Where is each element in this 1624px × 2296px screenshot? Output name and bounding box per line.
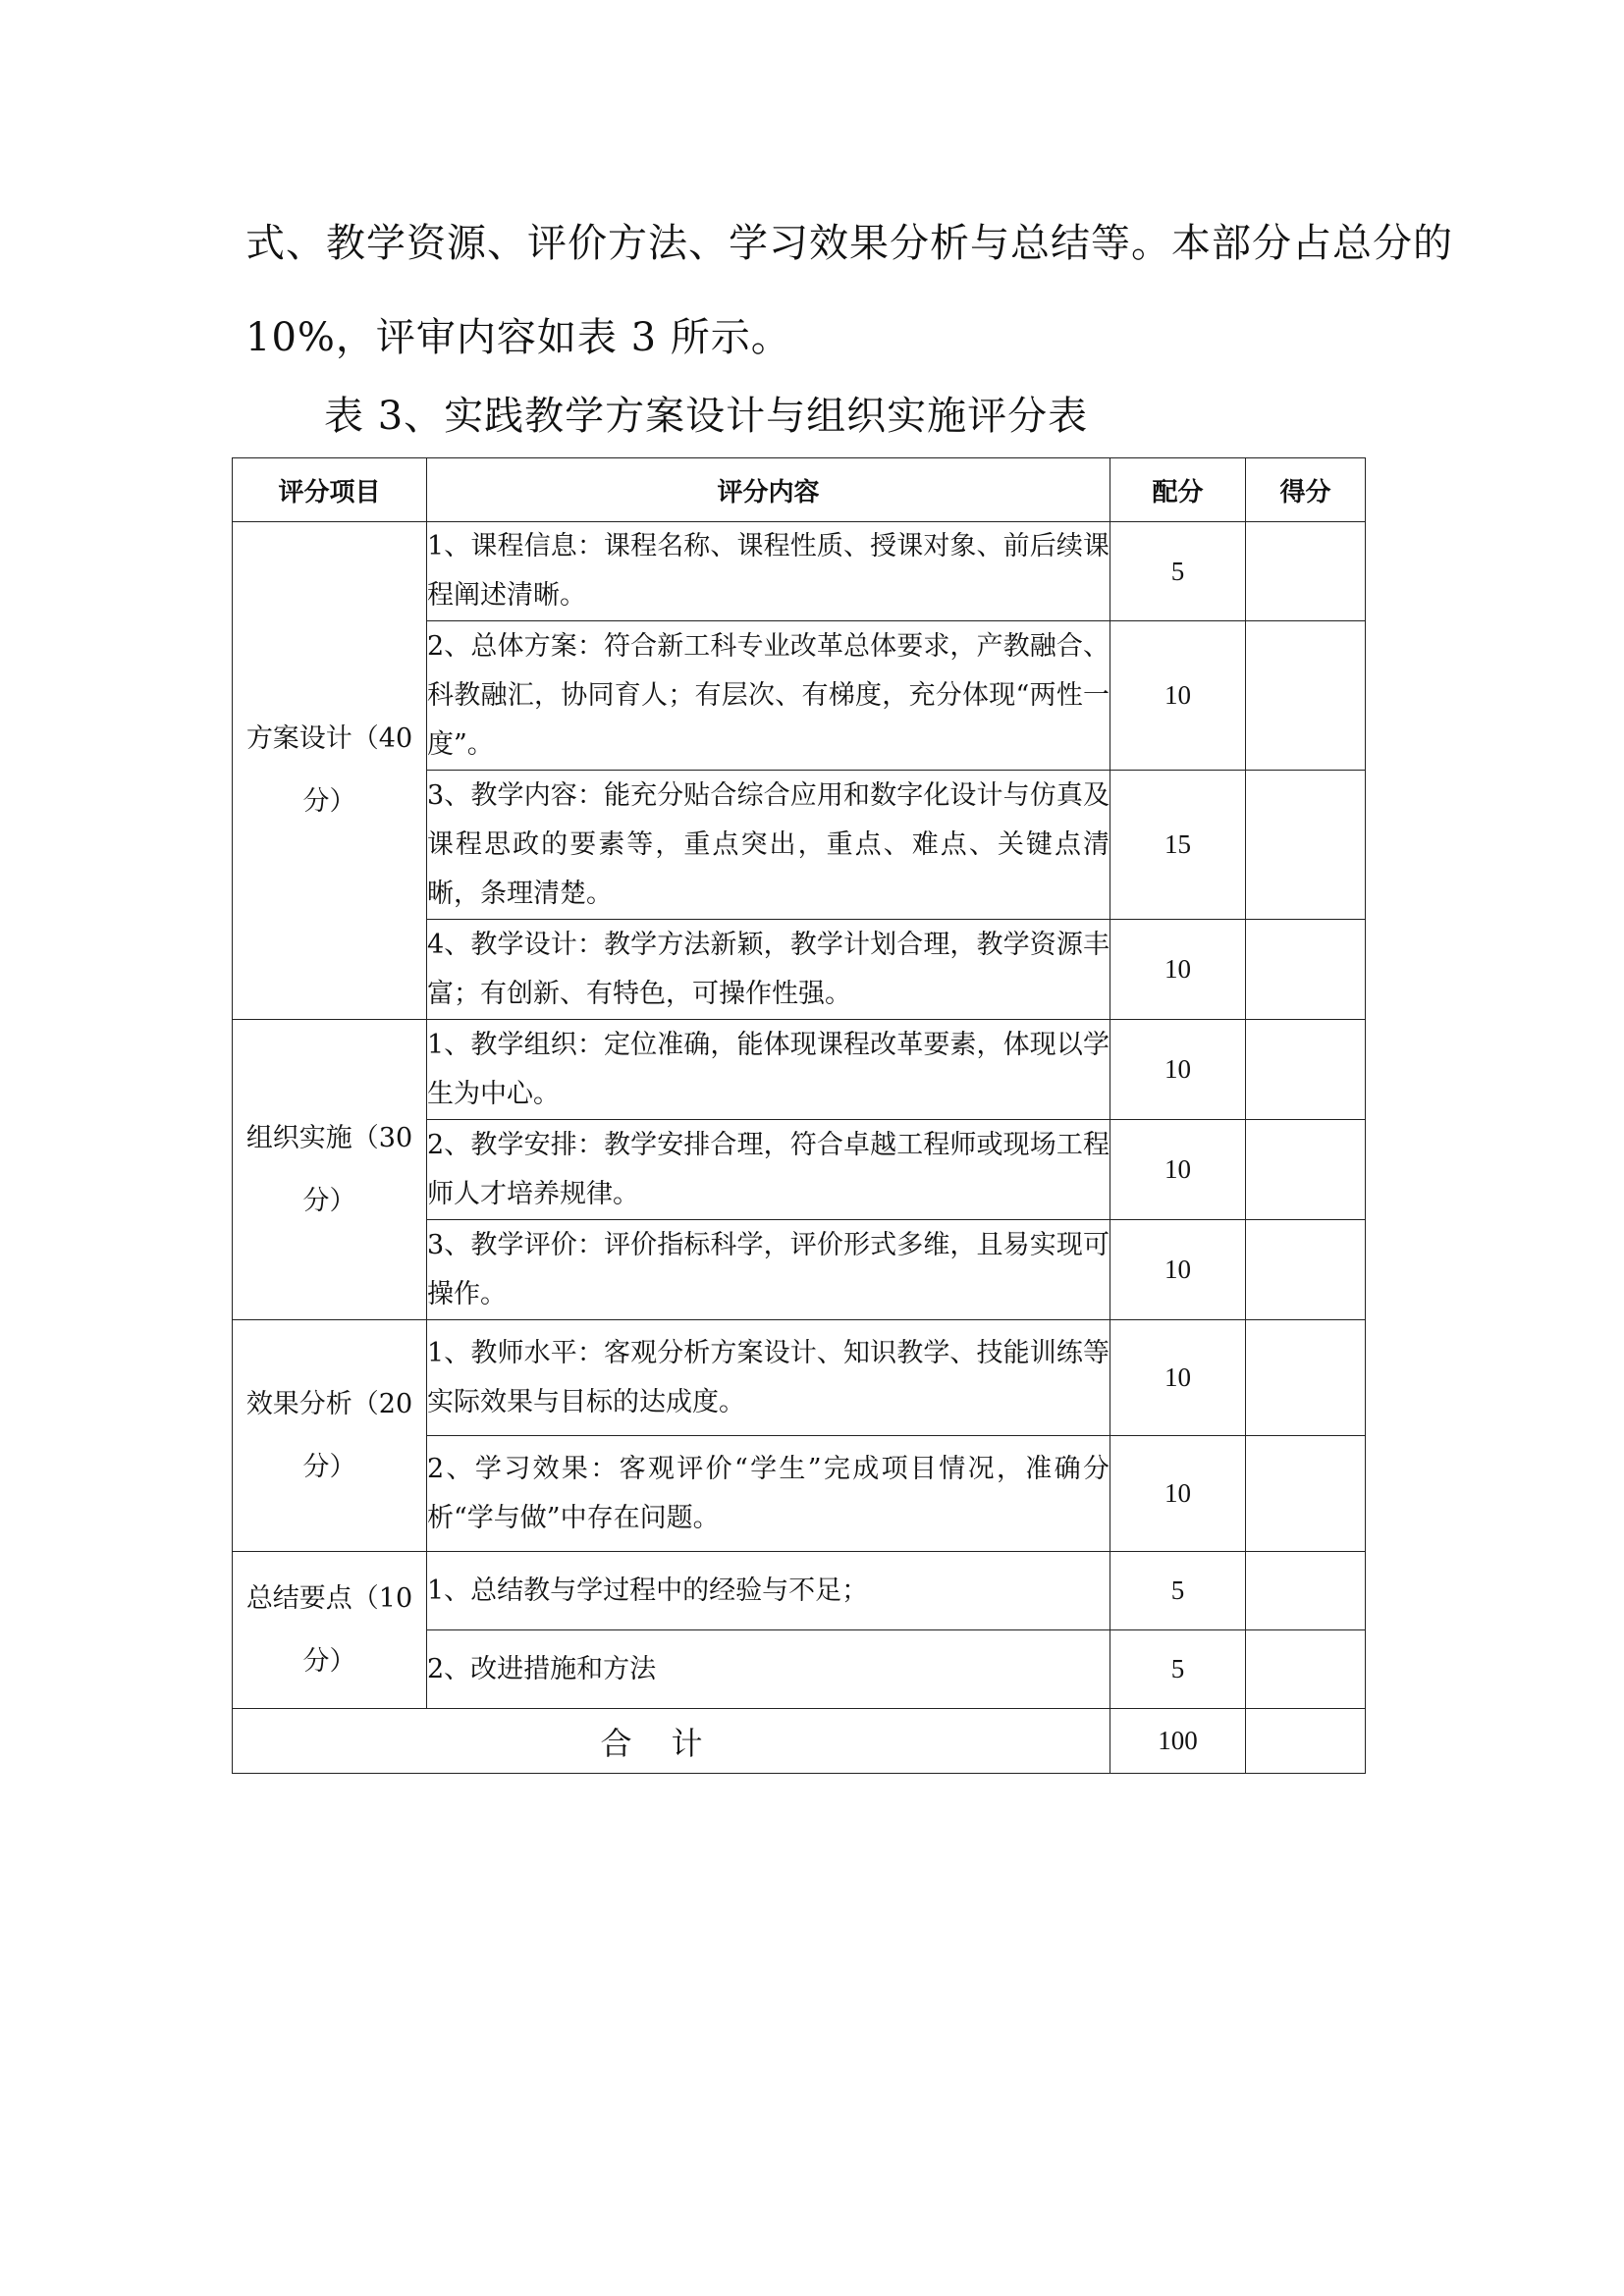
header-item: 评分项目 xyxy=(233,458,427,522)
content-cell: 4、教学设计：教学方法新颖，教学计划合理，教学资源丰富；有创新、有特色，可操作性强。 xyxy=(427,920,1110,1020)
content-cell: 1、总结教与学过程中的经验与不足； xyxy=(427,1552,1110,1630)
content-cell: 3、教学内容：能充分贴合综合应用和数字化设计与仿真及课程思政的要素等，重点突出，重点、难点、关键点清晰，条理清楚。 xyxy=(427,771,1110,920)
header-points: 配分 xyxy=(1110,458,1246,522)
content-cell: 1、课程信息：课程名称、课程性质、授课对象、前后续课程阐述清晰。 xyxy=(427,522,1110,621)
points-cell: 5 xyxy=(1110,522,1246,621)
points-cell: 10 xyxy=(1110,1220,1246,1320)
content-cell: 2、总体方案：符合新工科专业改革总体要求，产教融合、科教融汇，协同育人；有层次、有梯度，充分体现“两性一度”。 xyxy=(427,621,1110,771)
points-cell: 15 xyxy=(1110,771,1246,920)
points-cell: 10 xyxy=(1110,1020,1246,1120)
points-cell: 10 xyxy=(1110,1320,1246,1436)
table-header-row xyxy=(233,458,1366,522)
content-cell: 1、教学组织：定位准确，能体现课程改革要素，体现以学生为中心。 xyxy=(427,1020,1110,1120)
category-cell: 总结要点（10 分） xyxy=(233,1552,427,1709)
score-cell xyxy=(1246,1220,1366,1320)
points-cell: 5 xyxy=(1110,1552,1246,1630)
paragraph-line-1: 式、教学资源、评价方法、学习效果分析与总结等。本部分占总分的 xyxy=(245,221,1453,266)
total-label: 合计 xyxy=(233,1709,1110,1774)
total-points: 100 xyxy=(1110,1709,1246,1774)
total-row xyxy=(233,1709,1366,1774)
table-row xyxy=(233,1020,1366,1120)
points-cell: 5 xyxy=(1110,1630,1246,1709)
scoring-table xyxy=(232,457,1366,1774)
score-cell xyxy=(1246,1436,1366,1552)
score-cell xyxy=(1246,1552,1366,1630)
score-cell xyxy=(1246,1630,1366,1709)
score-cell xyxy=(1246,1320,1366,1436)
content-cell: 1、教师水平：客观分析方案设计、知识教学、技能训练等实际效果与目标的达成度。 xyxy=(427,1320,1110,1436)
table-row xyxy=(233,1320,1366,1436)
content-cell: 2、学习效果：客观评价“学生”完成项目情况，准确分析“学与做”中存在问题。 xyxy=(427,1436,1110,1552)
category-cell: 组织实施（30 分） xyxy=(233,1020,427,1320)
header-score: 得分 xyxy=(1246,458,1366,522)
points-cell: 10 xyxy=(1110,621,1246,771)
score-cell xyxy=(1246,920,1366,1020)
table-caption: 表 3、实践教学方案设计与组织实施评分表 xyxy=(324,394,1089,439)
content-cell: 2、教学安排：教学安排合理，符合卓越工程师或现场工程师人才培养规律。 xyxy=(427,1120,1110,1220)
content-cell: 3、教学评价：评价指标科学，评价形式多维，且易实现可操作。 xyxy=(427,1220,1110,1320)
score-cell xyxy=(1246,1120,1366,1220)
paragraph-line-2: 10%，评审内容如表 3 所示。 xyxy=(245,315,791,360)
points-cell: 10 xyxy=(1110,1120,1246,1220)
points-cell: 10 xyxy=(1110,920,1246,1020)
content-cell: 2、改进措施和方法 xyxy=(427,1630,1110,1709)
score-cell xyxy=(1246,1020,1366,1120)
category-cell: 效果分析（20 分） xyxy=(233,1320,427,1552)
header-content: 评分内容 xyxy=(427,458,1110,522)
score-cell xyxy=(1246,522,1366,621)
score-cell xyxy=(1246,771,1366,920)
points-cell: 10 xyxy=(1110,1436,1246,1552)
score-cell xyxy=(1246,621,1366,771)
category-cell: 方案设计（40 分） xyxy=(233,522,427,1020)
table-row xyxy=(233,522,1366,621)
table-row xyxy=(233,1552,1366,1630)
total-score-cell xyxy=(1246,1709,1366,1774)
